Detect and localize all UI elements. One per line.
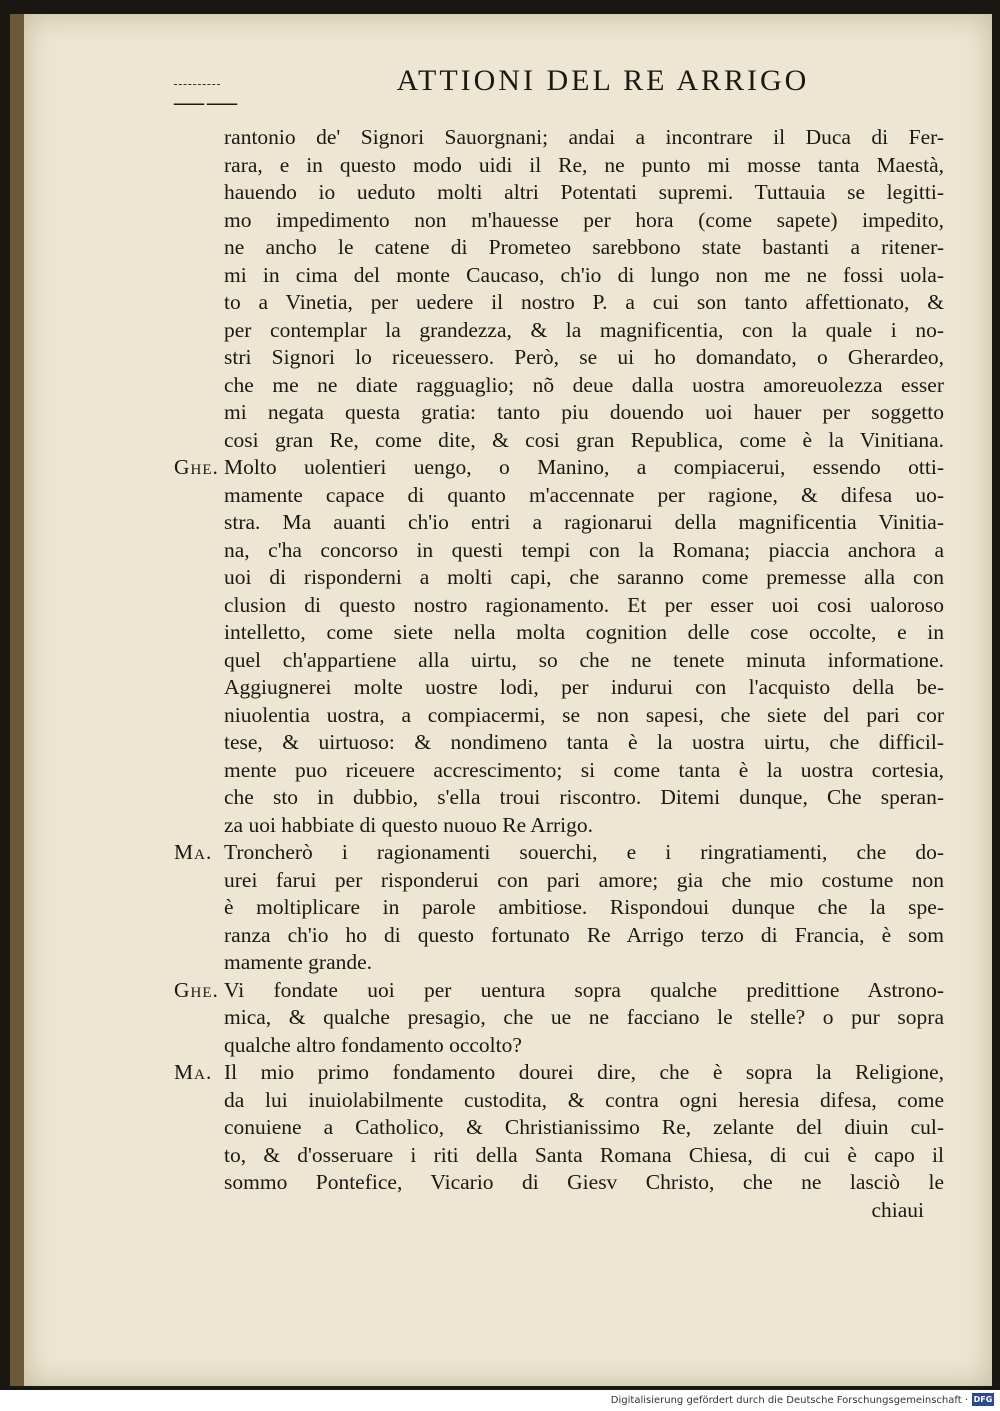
text-line	[224, 592, 944, 620]
speaker-label: Ma.	[174, 840, 213, 864]
line-text: rara, e in questo modo uidi il Re, ne punto mi mosse tanta Maestà,	[224, 152, 944, 177]
line-text: Molto uolentieri uengo, o Manino, a compiacerui, essendo otti-	[224, 455, 944, 479]
line-text: mamente capace di quanto m'accennate per ragione, & difesa uo-	[224, 482, 944, 507]
text-line	[224, 482, 944, 510]
text-line	[224, 289, 944, 317]
line-text: quel ch'appartiene alla uirtu, so che ne tenete minuta informatione.	[224, 647, 944, 672]
text-line	[224, 647, 944, 675]
line-text: cosi gran Re, come dite, & cosi gran Republica, come è la Vinitiana.	[224, 427, 944, 452]
text-line	[224, 427, 944, 455]
line-text: Troncherò i ragionamenti souerchi, e i ringratiamenti, che do-	[224, 840, 944, 864]
line-text: za uoi habbiate di questo nuouo Re Arrigo.	[224, 812, 594, 837]
text-line	[224, 757, 944, 785]
text-line	[224, 619, 944, 647]
text-line	[224, 702, 944, 730]
text-line	[224, 894, 944, 922]
text-line	[174, 839, 944, 867]
text-line	[224, 399, 944, 427]
line-text: ne ancho le catene di Prometeo sarebbono state bastanti a ritener-	[224, 235, 944, 259]
head-rule: ——	[174, 85, 240, 118]
text-line	[224, 262, 944, 290]
line-text: qualche altro fondamento occolto?	[224, 1032, 522, 1057]
text-line	[224, 152, 944, 180]
line-text: niuolentia uostra, a compiacermi, se non sapesi, che siete del pari cor	[224, 702, 944, 727]
speaker-label: Ghe.	[174, 977, 219, 1002]
line-text: sommo Pontefice, Vicario di Giesv Christo, che ne lasciò le	[224, 1170, 944, 1194]
text-line	[224, 124, 944, 152]
line-text: Aggiugnerei molte uostre lodi, per indurui con l'acquisto della be-	[224, 675, 944, 699]
line-text: rantonio de' Signori Sauorgnani; andai a incontrare il Duca di Fer-	[224, 125, 944, 149]
line-text: intelletto, come siete nella molta cognition delle cose occolte, e in	[224, 620, 944, 644]
text-line	[224, 674, 944, 702]
running-head	[24, 64, 992, 118]
line-text: che sto in dubbio, s'ella troui riscontro. Ditemi dunque, Che speran-	[224, 785, 944, 809]
line-text: Vi fondate uoi per uentura sopra qualche predittione Astrono-	[224, 977, 944, 1002]
line-text: mamente grande.	[224, 950, 373, 974]
speaker-label: Ghe.	[174, 455, 219, 479]
text-line	[224, 564, 944, 592]
line-text: che me ne diate ragguaglio; nõ deue dalla uostra amoreuolezza esser	[224, 372, 944, 397]
text-line	[224, 344, 944, 372]
text-line	[224, 1142, 944, 1170]
line-text: stri Signori lo riceuessero. Però, se ui ho domandato, o Gherardeo,	[224, 345, 944, 369]
line-text: conuiene a Catholico, & Christianissimo Re, zelante del diuin cul-	[224, 1115, 944, 1139]
text-line	[224, 867, 944, 895]
line-text: da lui inuiolabilmente custodita, & contra ogni heresia difesa, come	[224, 1087, 944, 1112]
running-head-title: ATTIONI DEL RE ARRIGO	[396, 64, 810, 97]
line-text: mi negata questa gratia: tanto piu douendo uoi hauer per soggetto	[224, 400, 944, 424]
line-text: mica, & qualche presagio, che ue ne facciano le stelle? o pur sopra	[224, 1005, 944, 1029]
text-line	[224, 1169, 944, 1197]
dialogue-text	[174, 124, 944, 1224]
text-line	[224, 509, 944, 537]
line-text: è moltiplicare in parole ambitiose. Rispondoui dunque che la spe-	[224, 895, 944, 919]
line-text: urei farui per risponderui con pari amore; gia che mio costume non	[224, 867, 944, 892]
text-line	[224, 812, 944, 840]
footer-credit: Digitalisierung gefördert durch die Deutsche Forschungsgemeinschaft ·	[610, 1395, 968, 1406]
line-text: stra. Ma auanti ch'io entri a ragionarui della magnificentia Vinitia-	[224, 510, 944, 534]
line-text: ranza ch'io ho di questo fortunato Re Arrigo terzo di Francia, è som	[224, 922, 944, 947]
text-line	[224, 207, 944, 235]
text-line	[224, 234, 944, 262]
text-line	[224, 784, 944, 812]
catchword: chiaui	[871, 1197, 924, 1222]
line-text: clusion di questo nostro ragionamento. Et per esser uoi cosi ualoroso	[224, 592, 944, 617]
text-line	[224, 1032, 944, 1060]
line-text: na, c'ha concorso in questi tempi con la Romana; piaccia anchora a	[224, 537, 944, 562]
line-text: tese, & uirtuoso: & nondimeno tanta è la uostra uirtu, che difficil-	[224, 730, 944, 754]
line-text: Il mio primo fondamento dourei dire, che è sopra la Religione,	[224, 1060, 944, 1084]
text-line	[224, 1114, 944, 1142]
dfg-logo-icon: DFG	[973, 1395, 993, 1404]
line-text: mi in cima del monte Caucaso, ch'io di lungo non me ne fossi uola-	[224, 262, 944, 287]
speaker-label: Ma.	[174, 1060, 213, 1084]
text-line	[224, 949, 944, 977]
text-line	[174, 1059, 944, 1087]
text-line	[224, 922, 944, 950]
line-text: mente puo riceuere accrescimento; si come tanta è la uostra cortesia,	[224, 757, 944, 782]
line-text: mo impedimento non m'hauesse per hora (come sapete) impedito,	[224, 207, 944, 232]
line-text: hauendo io ueduto molti altri Potentati supremi. Tuttauia se legitti-	[224, 180, 944, 204]
text-line	[224, 179, 944, 207]
line-text: to, & d'osseruare i riti della Santa Romana Chiesa, di cui è capo il	[224, 1142, 944, 1167]
text-line	[224, 1004, 944, 1032]
text-line	[224, 372, 944, 400]
line-text: to a Vinetia, per uedere il nostro P. a cui son tanto affettionato, &	[224, 290, 944, 314]
text-line	[174, 454, 944, 482]
digitization-footer	[0, 1390, 1000, 1411]
book-page	[10, 14, 992, 1386]
line-text: per contemplar la grandezza, & la magnificentia, con la quale i no-	[224, 317, 944, 342]
text-line	[174, 977, 944, 1005]
text-line	[224, 729, 944, 757]
text-line	[224, 317, 944, 345]
line-text: uoi di risponderni a molti capi, che saranno come premesse alla con	[224, 565, 944, 589]
text-line	[224, 1087, 944, 1115]
text-line	[224, 537, 944, 565]
